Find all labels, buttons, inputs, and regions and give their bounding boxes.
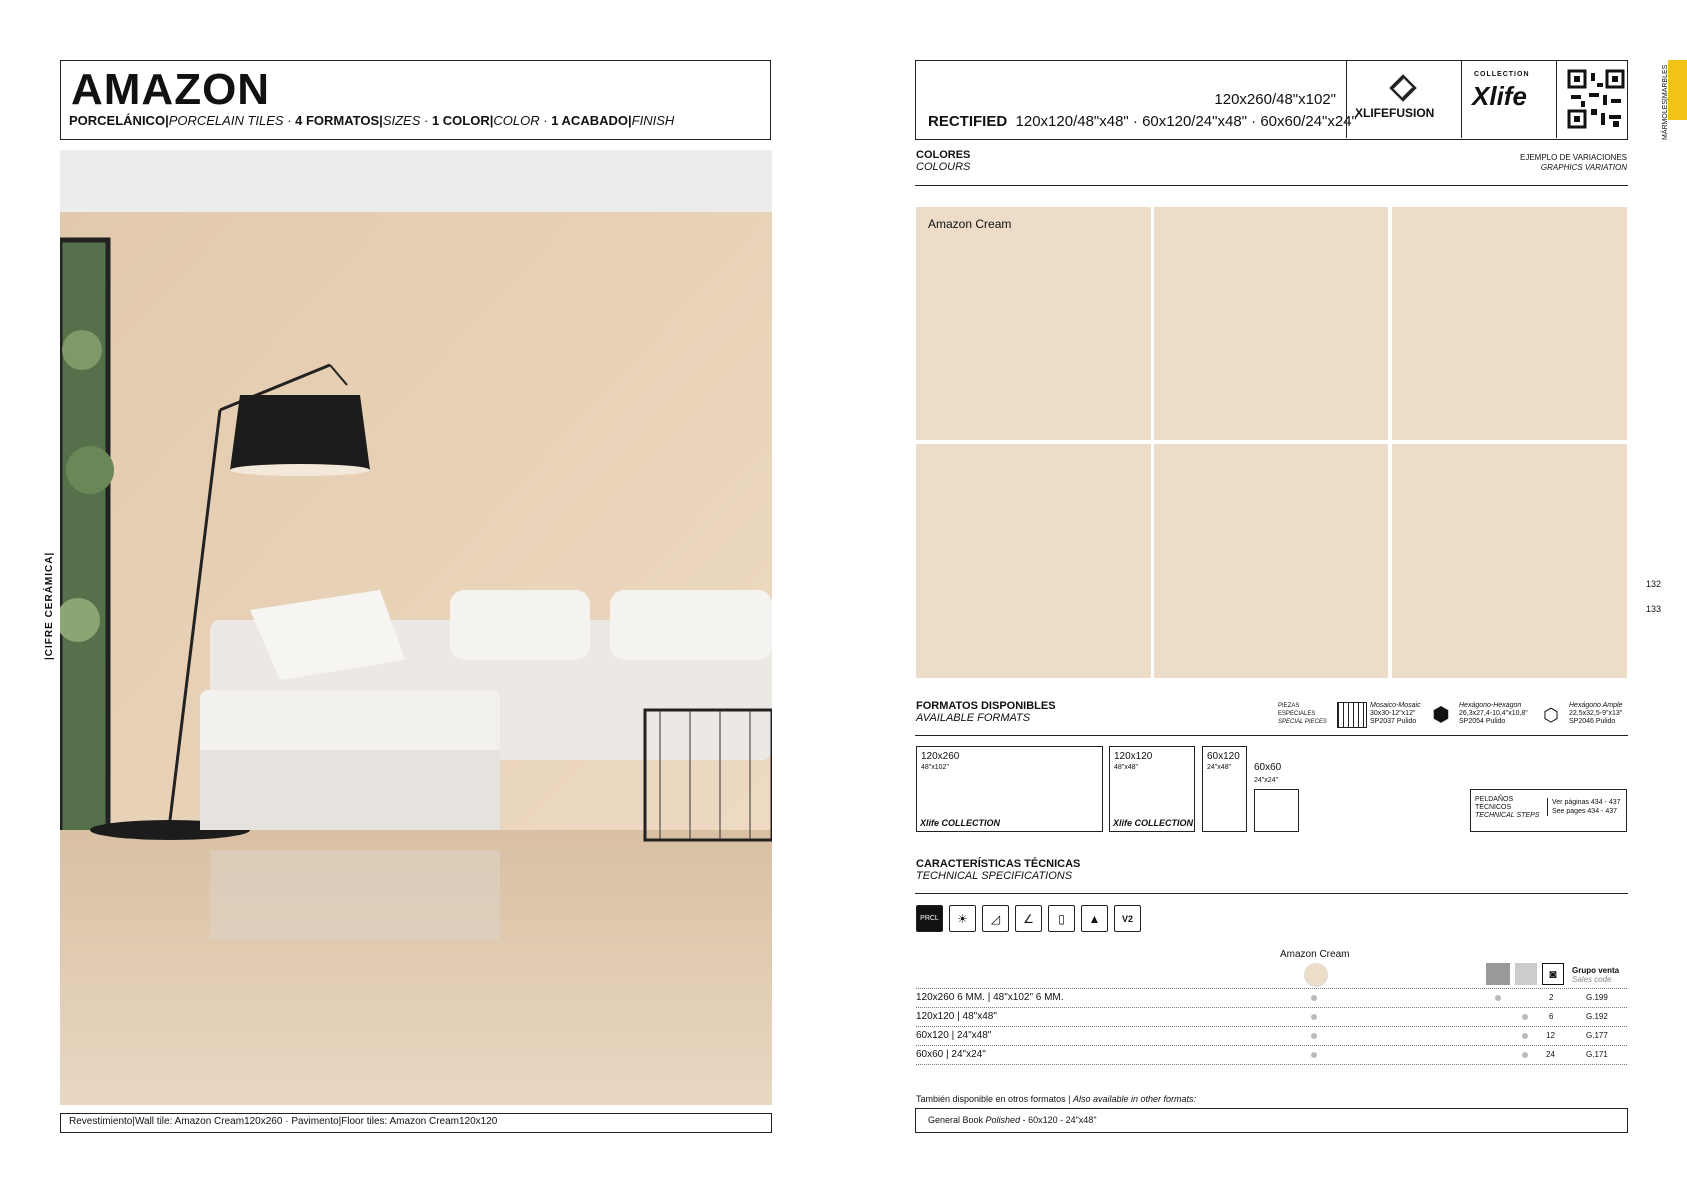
collection-top-label: COLLECTION	[1474, 71, 1530, 78]
porcelain-icon: PRCL	[916, 905, 943, 932]
tile-swatch	[1154, 207, 1388, 440]
angle-icon: ∠	[1015, 905, 1042, 932]
format-box-120x260: 120x260 48"x102" Xlife COLLECTION	[916, 746, 1103, 832]
fusion-logo-icon	[1383, 73, 1423, 103]
peldanos-label: PELDAÑOS TÉCNICOS TECHNICAL STEPS	[1475, 796, 1540, 819]
peldanos-pages: Ver páginas 434 - 437 See pages 434 - 437	[1547, 798, 1621, 816]
color-swatch-dot	[1304, 963, 1328, 987]
pallet-icon	[1486, 963, 1510, 985]
tile-color-name: Amazon Cream	[928, 217, 1012, 231]
mosaic-icon	[1337, 702, 1367, 728]
door-icon: ▯	[1048, 905, 1075, 932]
side-category-label: MÁRMOLES|MARBLES	[1662, 64, 1669, 140]
general-book-box: General Book Polished - 60x120 - 24"x48"	[915, 1108, 1628, 1133]
right-header	[915, 60, 1628, 140]
tile-swatch	[1392, 207, 1627, 440]
sales-group-icon: ◙	[1542, 963, 1564, 985]
hexagon-ample-icon: ⬡	[1543, 705, 1559, 725]
tile-swatch	[1392, 444, 1627, 678]
side-brand-label: |CIFRE CERÁMICA|	[44, 551, 55, 660]
fusion-logo: XLIFEFUSION	[1355, 106, 1435, 120]
tile-swatch	[916, 444, 1151, 678]
stack-icon: ▲	[1081, 905, 1108, 932]
qr-code-icon[interactable]	[1567, 69, 1625, 129]
divider	[915, 735, 1628, 736]
page-number: 133	[1646, 604, 1662, 614]
title-box	[60, 60, 771, 140]
living-room-illustration	[60, 150, 772, 1105]
format-box-120x120: 120x120 48"x48" Xlife COLLECTION	[1109, 746, 1195, 832]
table-row: 60x60 | 24"x24" 24 G.171	[916, 1046, 1627, 1065]
slip-icon: ◿	[982, 905, 1009, 932]
format-label-60x60: 60x60 24"x24"	[1254, 762, 1282, 784]
xlife-logo: Xlife	[1472, 81, 1527, 111]
collection-title: AMAZON	[71, 65, 271, 114]
special-piece: Hexágono-Hexagon 26,3x27,4-10,4"x10,8" SP2054 Pulido	[1459, 702, 1528, 725]
sun-icon: ☀	[949, 905, 976, 932]
section-tab	[1668, 60, 1687, 120]
also-available-label: También disponible en otros formatos | Also available in other formats:	[916, 1094, 1196, 1104]
photo-caption: Revestimiento|Wall tile: Amazon Cream120x260 · Pavimento|Floor tiles: Amazon Cream120x120	[60, 1113, 772, 1133]
spec-table	[916, 988, 1627, 1065]
table-row: 60x120 | 24"x48" 12 G.177	[916, 1027, 1627, 1046]
divider	[915, 893, 1628, 894]
collection-logo-cell	[1461, 61, 1556, 138]
fusion-logo-cell	[1346, 61, 1461, 138]
divider	[915, 185, 1628, 186]
interior-photo	[60, 150, 772, 1105]
table-color-header: Amazon Cream	[1280, 949, 1350, 960]
variation-label: EJEMPLO DE VARIACIONES GRAPHICS VARIATION	[1520, 153, 1627, 172]
format-box-60x120: 60x120 24"x48"	[1202, 746, 1247, 832]
table-row: 120x120 | 48"x48" 6 G.192	[916, 1008, 1627, 1027]
box-icon	[1515, 963, 1537, 985]
size-line: RECTIFIED 120x120/48"x48" · 60x120/24"x48" · 60x60/24"x24"	[928, 113, 1357, 130]
size-large: 120x260/48"x102"	[1214, 91, 1336, 108]
peldanos-box	[1470, 789, 1627, 832]
tile-swatch	[916, 207, 1151, 440]
grupo-venta-label: Grupo venta Sales code	[1572, 966, 1620, 984]
hexagon-icon: ⬢	[1432, 704, 1450, 726]
special-piece: Hexágono Ample 22,5x32,5-9"x13" SP2046 Pulido	[1569, 702, 1623, 725]
qr-cell[interactable]	[1556, 61, 1627, 138]
v2-variation-icon: V2	[1114, 905, 1141, 932]
caracteristicas-label: CARACTERÍSTICAS TÉCNICAS TECHNICAL SPECIFICATIONS	[916, 858, 1081, 882]
special-piece: Mosaico-Mosaic 30x30-12"x12" SP2037 Pulido	[1370, 702, 1421, 725]
tile-swatch	[1154, 444, 1388, 678]
collection-subtitle: PORCELÁNICO|PORCELAIN TILES · 4 FORMATOS|SIZES · 1 COLOR|COLOR · 1 ACABADO|FINISH	[69, 113, 675, 128]
page-number: 132	[1646, 579, 1662, 589]
formatos-label: FORMATOS DISPONIBLES AVAILABLE FORMATS	[916, 700, 1056, 724]
header-sizes	[916, 61, 1357, 138]
format-box-60x60	[1254, 789, 1299, 832]
spec-icons-row	[916, 905, 1141, 932]
colores-label: COLORES COLOURS	[916, 149, 971, 173]
table-row: 120x260 6 MM. | 48"x102" 6 MM. 2 G.199	[916, 989, 1627, 1008]
piezas-label: PIEZAS ESPECIALES SPECIAL PIECES	[1278, 703, 1327, 725]
